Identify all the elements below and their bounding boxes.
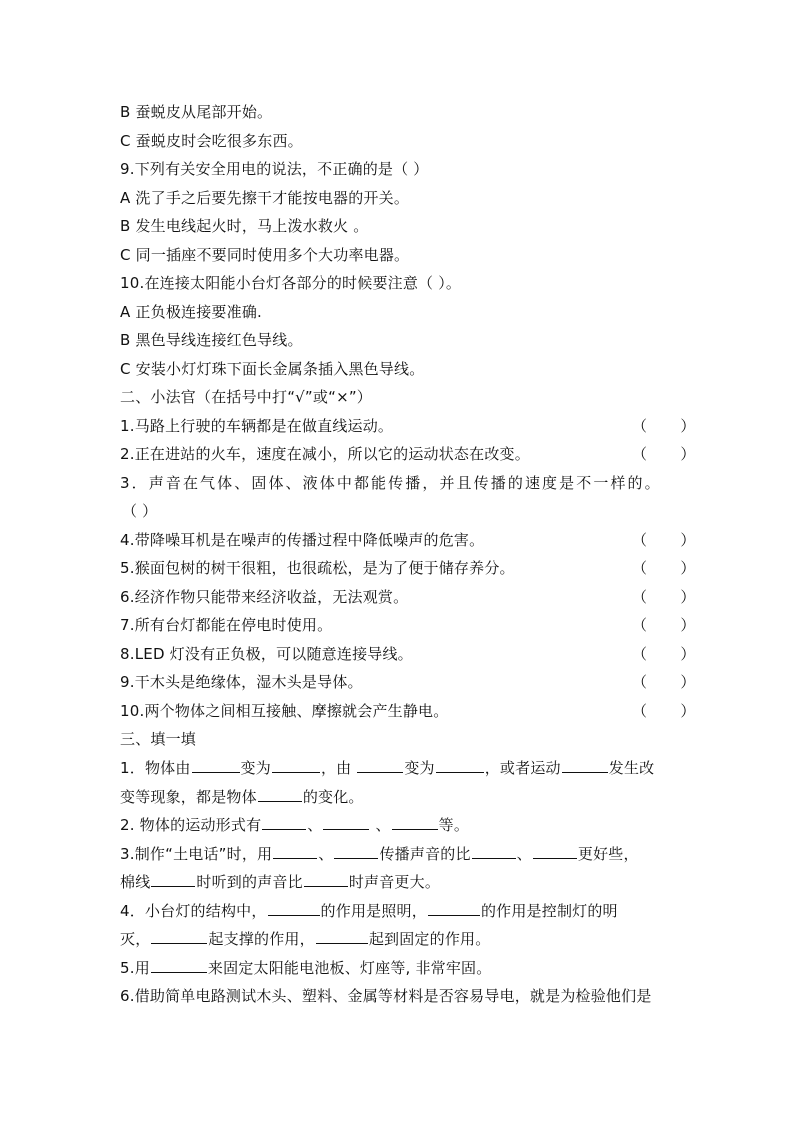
judge-bracket-2[interactable]: （ ） — [632, 445, 696, 463]
judge-bracket-4[interactable]: （ ） — [632, 531, 696, 549]
fill-text: 1．物体由 — [120, 759, 191, 777]
judge-bracket-1[interactable]: （ ） — [632, 417, 696, 435]
answer-blank[interactable] — [304, 872, 348, 887]
fill-text: 等。 — [438, 816, 470, 834]
fill-text: 3.制作“土电话”时，用 — [120, 845, 273, 863]
fill-text: 棉线 — [120, 873, 151, 891]
option-c-q9: C 同一插座不要同时使用多个大功率电器。 — [120, 246, 410, 264]
option-b-silkworm: B 蚕蜕皮从尾部开始。 — [120, 103, 273, 121]
judge-bracket-7[interactable]: （ ） — [632, 616, 696, 634]
answer-blank[interactable] — [268, 901, 320, 916]
judge-item-5: 5.猴面包树的树干很粗，也很疏松，是为了便于储存养分。 — [120, 559, 515, 577]
fill-text: 、 — [318, 845, 334, 863]
fill-text: 的变化。 — [302, 788, 364, 806]
answer-blank[interactable] — [357, 758, 403, 773]
judge-item-3: 3．声音在气体、固体、液体中都能传播，并且传播的速度是不一样的。 — [120, 474, 662, 492]
answer-blank[interactable] — [273, 844, 317, 859]
option-c-silkworm: C 蚕蜕皮时会吃很多东西。 — [120, 132, 303, 150]
section-2-title: 二、小法官（在括号中打“√”或“×”） — [120, 388, 373, 406]
fill-text: 起支撑的作用， — [208, 930, 315, 948]
fill-text: 时听到的声音比 — [196, 873, 303, 891]
answer-blank[interactable] — [392, 815, 438, 830]
fill-text: 的作用是控制灯的明 — [480, 902, 618, 920]
answer-blank[interactable] — [258, 787, 302, 802]
fill-text: 、 — [370, 816, 391, 834]
option-a-q9: A 洗了手之后要先擦干才能按电器的开关。 — [120, 189, 410, 207]
judge-bracket-8[interactable]: （ ） — [632, 645, 696, 663]
fill-question-5 — [120, 958, 491, 978]
answer-blank[interactable] — [151, 929, 207, 944]
fill-text: ，或者运动 — [484, 759, 561, 777]
judge-item-9: 9.干木头是绝缘体，湿木头是导体。 — [120, 673, 363, 691]
fill-question-6: 6.借助简单电路测试木头、塑料、金属等材料是否容易导电，就是为检验他们是 — [120, 987, 652, 1005]
fill-text: 传播声音的比 — [379, 845, 471, 863]
fill-text: ，由 — [320, 759, 357, 777]
fill-text: 更好些， — [577, 845, 639, 863]
fill-question-4-line-2 — [120, 929, 490, 949]
fill-question-3-line-1 — [120, 844, 639, 864]
answer-blank[interactable] — [272, 758, 320, 773]
judge-bracket-3[interactable]: （ ） — [122, 502, 158, 520]
answer-blank[interactable] — [472, 844, 516, 859]
answer-blank[interactable] — [436, 758, 484, 773]
judge-item-8: 8.LED 灯没有正负极，可以随意连接导线。 — [120, 645, 413, 663]
answer-blank[interactable] — [262, 815, 306, 830]
judge-item-4: 4.带降噪耳机是在噪声的传播过程中降低噪声的危害。 — [120, 531, 485, 549]
fill-text: 的作用是照明， — [320, 902, 427, 920]
answer-blank[interactable] — [151, 958, 207, 973]
answer-blank[interactable] — [533, 844, 577, 859]
option-a-q10: A 正负极连接要准确. — [120, 303, 262, 321]
judge-item-1: 1.马路上行驶的车辆都是在做直线运动。 — [120, 417, 394, 435]
answer-blank[interactable] — [334, 844, 378, 859]
fill-text: 、 — [516, 845, 532, 863]
fill-text: 时声音更大。 — [348, 873, 441, 891]
judge-bracket-9[interactable]: （ ） — [632, 673, 696, 691]
judge-bracket-6[interactable]: （ ） — [632, 588, 696, 606]
judge-item-6: 6.经济作物只能带来经济收益，无法观赏。 — [120, 588, 409, 606]
question-10: 10.在连接太阳能小台灯各部分的时候要注意（ ）。 — [120, 274, 462, 292]
answer-blank[interactable] — [192, 758, 240, 773]
judge-item-10: 10.两个物体之间相互接触、摩擦就会产生静电。 — [120, 702, 449, 720]
fill-question-4-line-1 — [120, 901, 618, 921]
fill-question-2 — [120, 815, 469, 835]
fill-text: 起到固定的作用。 — [368, 930, 491, 948]
judge-bracket-5[interactable]: （ ） — [632, 559, 696, 577]
judge-bracket-10[interactable]: （ ） — [632, 702, 696, 720]
answer-blank[interactable] — [428, 901, 480, 916]
fill-text: 来固定太阳能电池板、灯座等, 非常牢固。 — [207, 959, 492, 977]
answer-blank[interactable] — [323, 815, 369, 830]
section-3-title: 三、填一填 — [120, 730, 197, 748]
fill-text: 灭， — [120, 930, 151, 948]
answer-blank[interactable] — [562, 758, 608, 773]
fill-text: 变等现象，都是物体 — [120, 788, 257, 806]
fill-text: 变为 — [240, 759, 271, 777]
fill-question-1-line-1 — [120, 758, 654, 778]
fill-question-1-line-2 — [120, 787, 364, 807]
option-c-q10: C 安装小灯灯珠下面长金属条插入黑色导线。 — [120, 360, 425, 378]
judge-item-7: 7.所有台灯都能在停电时使用。 — [120, 616, 333, 634]
judge-item-2: 2.正在进站的火车，速度在减小，所以它的运动状态在改变。 — [120, 445, 530, 463]
answer-blank[interactable] — [151, 872, 195, 887]
fill-text: 2. 物体的运动形式有 — [120, 816, 262, 834]
fill-text: 变为 — [404, 759, 435, 777]
fill-text: 4．小台灯的结构中， — [120, 902, 267, 920]
fill-text: 发生改 — [608, 759, 655, 777]
question-9: 9.下列有关安全用电的说法，不正确的是（ ） — [120, 160, 429, 178]
option-b-q10: B 黑色导线连接红色导线。 — [120, 331, 303, 349]
fill-text: 5.用 — [120, 959, 150, 977]
fill-text: 、 — [307, 816, 323, 834]
option-b-q9: B 发生电线起火时，马上泼水救火 。 — [120, 217, 369, 235]
answer-blank[interactable] — [316, 929, 368, 944]
fill-question-3-line-2 — [120, 872, 440, 892]
